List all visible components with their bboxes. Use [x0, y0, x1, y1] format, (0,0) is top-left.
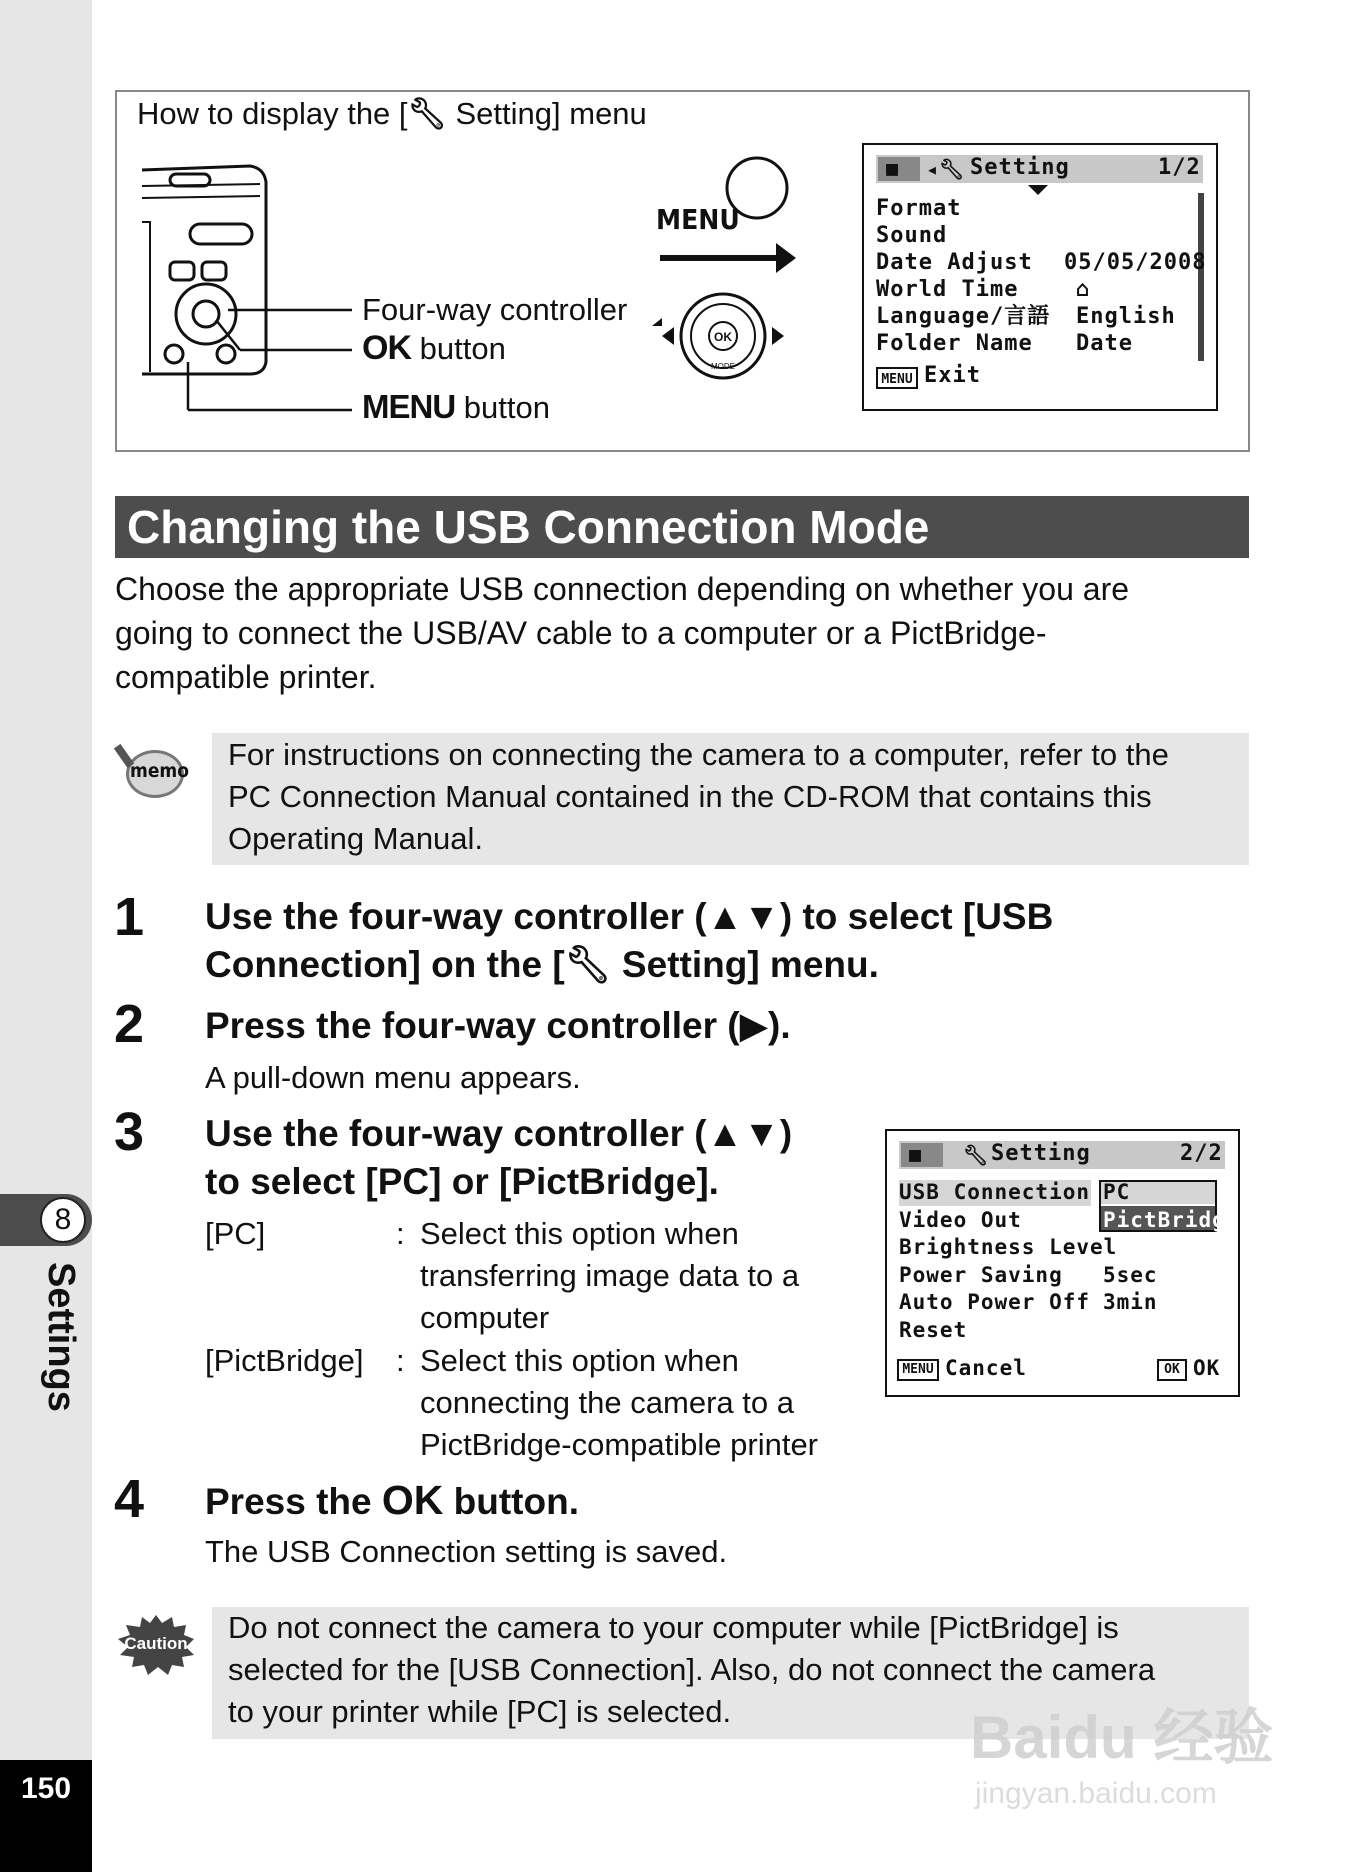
caution-text: Do not connect the camera to your computer while [PictBridge] is selected for the [USB Connection]. Also, do not connect the camera to your printer while [PC] is selected. — [228, 1610, 1156, 1729]
step-1-number: 1 — [114, 887, 145, 947]
lcd1-rows — [876, 195, 1050, 357]
how-to-display-title: How to display the [🔧︎ Setting] menu — [137, 96, 647, 131]
step-4-number: 4 — [114, 1469, 145, 1529]
lcd2-row: Video Out — [899, 1207, 1022, 1232]
lcd2-ok-label: OK — [1193, 1356, 1221, 1380]
lcd2-row: Power Saving — [899, 1262, 1063, 1287]
lcd2-ok-key: OK — [1157, 1359, 1187, 1381]
lcd1-wrench-icon: ◂🔧︎ — [926, 157, 966, 181]
step-3-number: 3 — [114, 1102, 145, 1162]
home-icon: ⌂ — [1076, 277, 1091, 302]
wrench-icon: 🔧︎ — [564, 944, 612, 985]
step-4-heading: Press the OK button. — [205, 1477, 579, 1523]
lcd1-row: Language/言語 — [876, 304, 1051, 329]
intro-paragraph: Choose the appropriate USB connection depending on whether you are going to connect the USB/AV cable to a computer or a PictBridge- compatible printer. — [115, 571, 1130, 695]
lcd2-rows — [899, 1179, 1117, 1344]
option-pictbridge-colon: : — [396, 1343, 405, 1378]
lcd1-row: Date Adjust — [876, 250, 1033, 275]
memo-text: For instructions on connecting the camera to a computer, refer to the PC Connection Manual contained in the CD-ROM that contains this Operating Manual. — [228, 737, 1169, 856]
step-2-heading: Press the four-way controller (▶). — [205, 1005, 791, 1046]
chapter-number: 8 — [40, 1197, 86, 1243]
section-title: Changing the USB Connection Mode — [127, 501, 930, 553]
lcd1-menu-key: MENU — [876, 367, 918, 389]
option-pc-colon: : — [396, 1216, 405, 1251]
menu-arrow-label: MENU — [656, 203, 740, 236]
svg-text:Caution: Caution — [124, 1634, 188, 1653]
four-way-controller-callout: Four-way controller — [362, 292, 628, 327]
left-gutter — [0, 0, 92, 1872]
lcd1-footer-label: Exit — [924, 363, 981, 388]
caution-icon — [116, 1613, 196, 1675]
setting-menu-screen-1 — [862, 143, 1218, 411]
ok-button-callout: OK button — [362, 329, 506, 367]
step-3-heading: Use the four-way controller (▲▼) to select [PC] or [PictBridge]. — [205, 1113, 793, 1202]
svg-text:MODE: MODE — [711, 362, 735, 371]
lcd2-row: Reset — [899, 1317, 968, 1342]
step-4-subtext: The USB Connection setting is saved. — [205, 1534, 728, 1569]
lcd2-menu-key: MENU — [897, 1359, 939, 1381]
option-pictbridge-description: Select this option when connecting the camera to a PictBridge-compatible printer — [420, 1343, 819, 1462]
option-pc-key: [PC] — [205, 1216, 266, 1251]
step-1-heading: Use the four-way controller (▲▼) to select [USB Connection] on the [🔧︎ Setting] menu. — [205, 896, 1054, 985]
lcd2-cancel-label: Cancel — [945, 1356, 1027, 1380]
down-triangle-icon — [1028, 185, 1048, 195]
wrench-icon: 🔧︎ — [407, 96, 447, 131]
step-2-subtext: A pull-down menu appears. — [205, 1060, 581, 1095]
pulldown-option-pc: PC — [1103, 1180, 1131, 1204]
pulldown-option-pictbridge: PictBridge — [1103, 1207, 1240, 1232]
memo-icon: memo — [116, 740, 186, 800]
lcd2-values: PC PictBridge 5sec 3min — [1103, 1180, 1240, 1314]
lcd1-row: Format — [876, 196, 962, 221]
svg-text:OK: OK — [714, 330, 732, 344]
lcd1-values: 05/05/2008 ⌂ English Date — [1064, 250, 1207, 356]
lcd2-row: Auto Power Off — [899, 1290, 1091, 1314]
lcd1-page: 1/2 — [1158, 155, 1201, 180]
step-2-number: 2 — [114, 994, 145, 1054]
four-way-dial-icon — [660, 280, 790, 380]
setting-menu-screen-2 — [885, 1129, 1240, 1397]
baidu-watermark: Baidu 经验 — [970, 1704, 1274, 1771]
camera-icon: ■ — [909, 1142, 923, 1166]
lcd1-row: World Time — [876, 277, 1019, 302]
page-number: 150 — [20, 1772, 72, 1805]
lcd2-wrench-icon: 🔧︎ — [963, 1143, 990, 1167]
option-pc-description: Select this option when transferring image data to a computer — [420, 1216, 800, 1335]
lcd2-row: Brightness Level — [899, 1235, 1118, 1259]
option-pictbridge-key: [PictBridge] — [205, 1343, 364, 1378]
lcd1-row: Sound — [876, 223, 948, 248]
menu-button-callout: MENU button — [362, 388, 550, 425]
camera-icon: ■ — [886, 156, 900, 180]
lcd1-header-title: Setting — [970, 155, 1070, 180]
lcd2-row: USB Connection — [899, 1180, 1091, 1204]
chapter-label: Settings — [40, 1262, 82, 1412]
lcd2-header-title: Setting — [991, 1141, 1091, 1166]
lcd2-page: 2/2 — [1180, 1141, 1223, 1166]
lcd1-row: Folder Name — [876, 331, 1033, 356]
baidu-watermark-url: jingyan.baidu.com — [975, 1777, 1217, 1810]
